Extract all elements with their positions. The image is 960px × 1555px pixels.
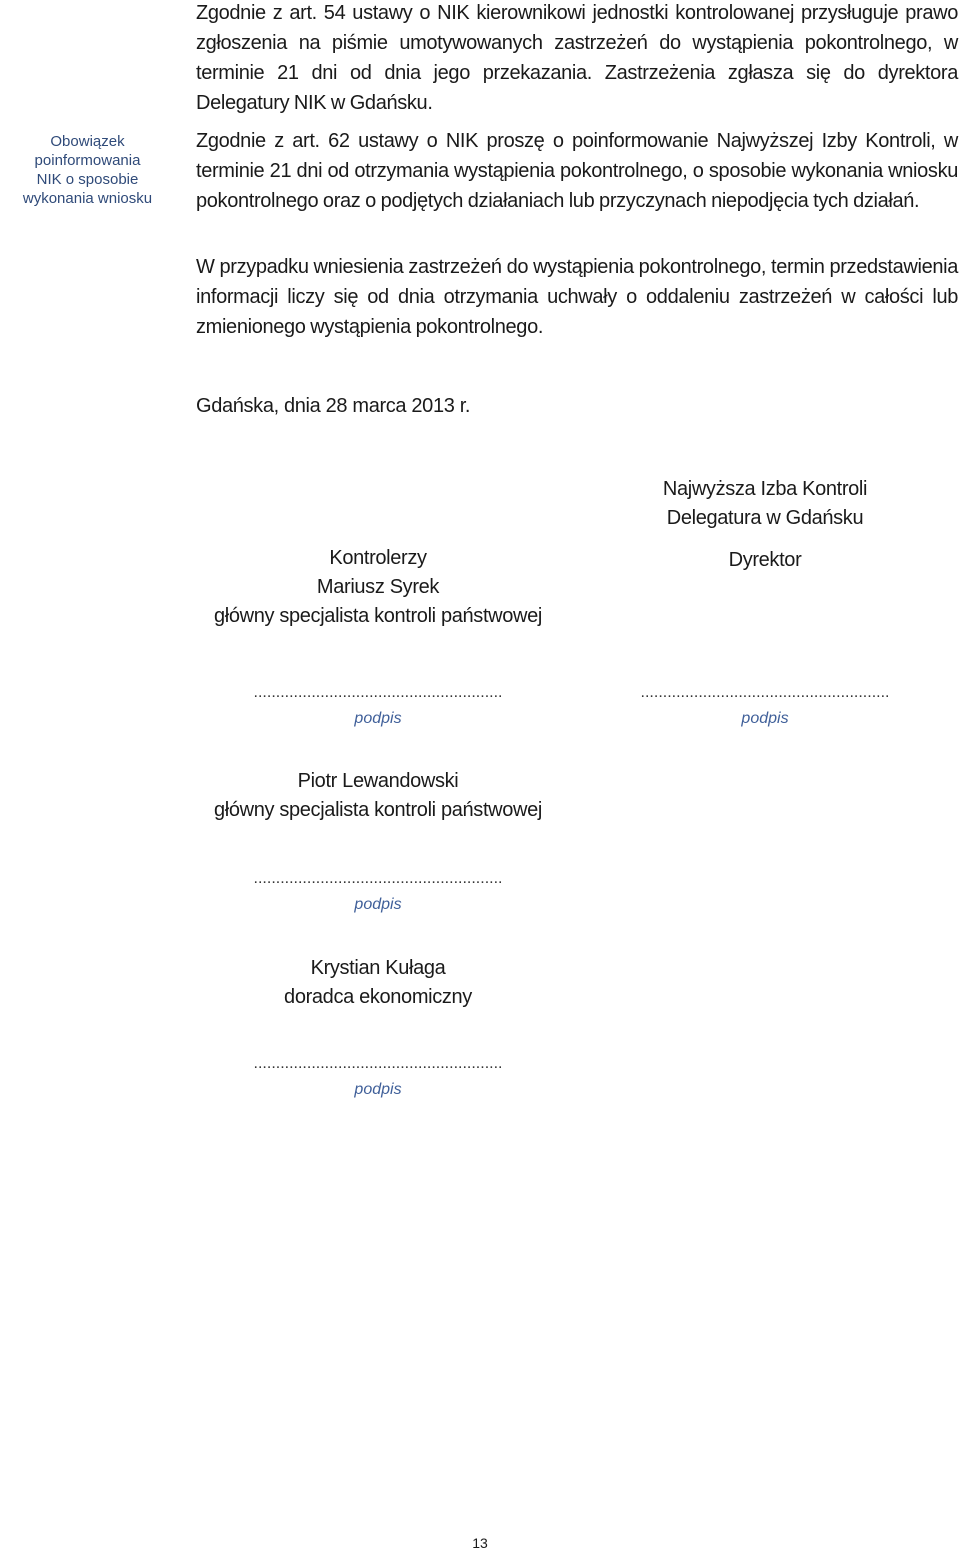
director-role: Dyrektor [728, 549, 802, 571]
margin-note-line: wykonania wniosku [22, 190, 153, 207]
signature-line-1 [228, 683, 528, 729]
page-number: 13 [472, 1535, 488, 1551]
controller-title: doradca ekonomiczny [284, 986, 472, 1008]
controller-block-1 [178, 544, 578, 631]
signature-dots: ........................................................ [640, 684, 890, 701]
controller-block-3 [178, 954, 578, 1012]
controllers-heading: Kontrolerzy [329, 547, 427, 569]
margin-note-line: poinformowania [34, 152, 141, 169]
signature-label: podpis [354, 896, 402, 913]
signature-line-2 [228, 869, 528, 915]
signature-line-director [615, 683, 915, 729]
document-date: Gdańska, dnia 28 marca 2013 r. [196, 395, 471, 417]
signature-label: podpis [354, 1081, 402, 1098]
paragraph-objections: Zgodnie z art. 54 ustawy o NIK kierownikowi jednostki kontrolowanej przysługuje prawo zgłoszenia na piśmie umotywowanych zastrzeżeń do wystąpienia pokontrolnego, w terminie 21 dni od dnia jego przekazania. Zastrzeżenia zgłasza się do dyrektora Delegatury NIK w Gdańsku. [196, 2, 958, 114]
margin-note-line: Obowiązek [50, 133, 125, 150]
controller-name: Piotr Lewandowski [297, 770, 459, 792]
signature-dots: ........................................................ [253, 1055, 503, 1072]
controller-title: główny specjalista kontroli państwowej [214, 799, 542, 821]
margin-note-line: NIK o sposobie [36, 171, 139, 188]
controller-block-2 [178, 767, 578, 825]
signature-line-3 [228, 1054, 528, 1100]
margin-note [0, 132, 175, 208]
paragraph-inform-obligation: Zgodnie z art. 62 ustawy o NIK proszę o poinformowanie Najwyższej Izby Kontroli, w terminie 21 dni od otrzymania wystąpienia pokontrolnego, o sposobie wykonania wniosku pokontrolnego oraz o podjętych działaniach lub przyczynach niepodjęcia tych działań. [196, 130, 958, 212]
controller-name: Krystian Kułaga [310, 957, 446, 979]
controller-name: Mariusz Syrek [316, 576, 440, 598]
institution-block [585, 475, 945, 575]
signature-dots: ........................................................ [253, 870, 503, 887]
signature-label: podpis [354, 710, 402, 727]
signature-dots: ........................................................ [253, 684, 503, 701]
institution-name: Najwyższa Izba Kontroli [662, 478, 868, 500]
controller-title: główny specjalista kontroli państwowej [214, 605, 542, 627]
institution-branch: Delegatura w Gdańsku [666, 507, 864, 529]
signature-label: podpis [741, 710, 789, 727]
paragraph-deadline: W przypadku wniesienia zastrzeżeń do wystąpienia pokontrolnego, termin przedstawienia informacji liczy się od dnia otrzymania uchwały o oddaleniu zastrzeżeń w całości lub zmienionego wystąpienia pokontrolnego. [196, 256, 958, 338]
